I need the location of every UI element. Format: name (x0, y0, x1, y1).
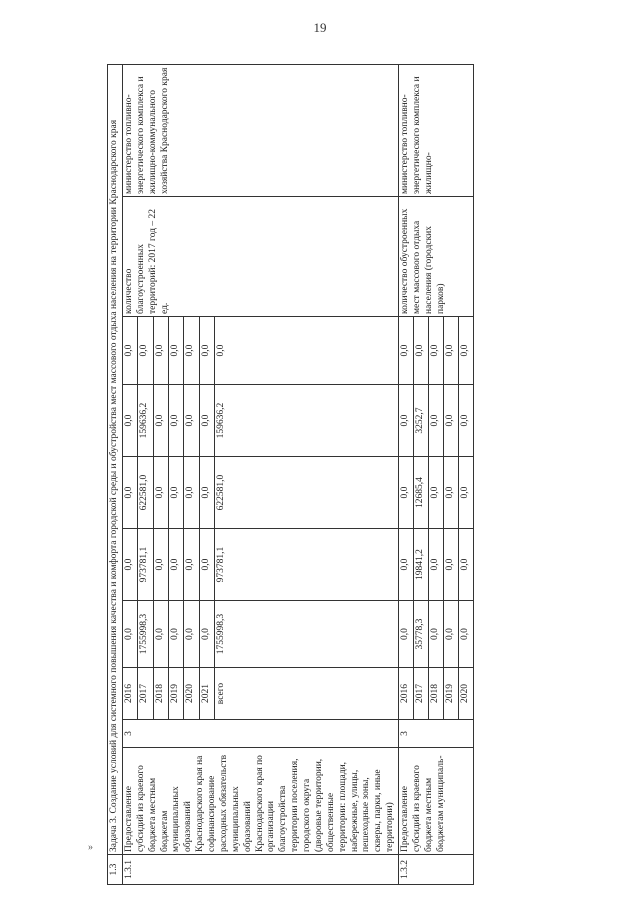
amount-other: 0,0 (184, 317, 199, 385)
amount-local: 3252,7 (414, 385, 429, 457)
amount-regional: 0,0 (184, 457, 199, 529)
amount-federal: 0,0 (169, 529, 184, 601)
measure-status: 3 (122, 720, 398, 748)
amount-local: 159636,2 (138, 385, 153, 457)
amount-federal: 0,0 (184, 529, 199, 601)
amount-federal: 0,0 (399, 529, 414, 601)
year-cell: 2017 (138, 668, 153, 720)
amount-federal: 0,0 (199, 529, 214, 601)
measure-number: 1.3.2 (399, 855, 474, 885)
amount-total: 0,0 (169, 601, 184, 668)
page-number: 19 (313, 20, 327, 35)
year-cell: 2020 (459, 668, 474, 720)
year-cell: 2018 (429, 668, 444, 720)
year-cell: 2016 (122, 668, 137, 720)
amount-local: 0,0 (444, 385, 459, 457)
task-text: Задача 3. Создание условий для системного повышения качества и комфорта городской среды и обустройства мест массового отдыха населения на территории Краснодарского края (108, 64, 123, 854)
amount-local: 0,0 (399, 385, 414, 457)
amount-other: 0,0 (169, 317, 184, 385)
measure-executor: министерство топливно-энергетического комплекса и жилищно- (399, 64, 474, 196)
amount-local: 0,0 (184, 385, 199, 457)
amount-federal: 0,0 (429, 529, 444, 601)
amount-other: 0,0 (199, 317, 214, 385)
amount-total: 35778,3 (414, 601, 429, 668)
amount-regional: 0,0 (444, 457, 459, 529)
amount-total: 0,0 (429, 601, 444, 668)
amount-local: 0,0 (122, 385, 137, 457)
year-cell: 2017 (414, 668, 429, 720)
amount-regional: 0,0 (122, 457, 137, 529)
amount-local: 0,0 (153, 385, 168, 457)
task-number: 1.3 (108, 855, 123, 885)
amount-total: 0,0 (153, 601, 168, 668)
year-cell: 2020 (184, 668, 199, 720)
amount-regional: 12685,4 (414, 457, 429, 529)
amount-federal: 0,0 (459, 529, 474, 601)
amount-federal: 973781,1 (138, 529, 153, 601)
amount-other: 0,0 (459, 317, 474, 385)
measure-result: количество обустроенных мест массового отдыха населения (городских парков) (399, 197, 474, 317)
amount-local: 0,0 (459, 385, 474, 457)
year-cell: 2019 (444, 668, 459, 720)
measure-status: 3 (399, 720, 474, 748)
program-measures-table (107, 64, 474, 885)
year-cell: 2018 (153, 668, 168, 720)
amount-total: 1755998,3 (138, 601, 153, 668)
task-row (108, 64, 123, 884)
amount-local: 159636,2 (215, 385, 399, 457)
amount-regional: 622581,0 (215, 457, 399, 529)
amount-total: 0,0 (122, 601, 137, 668)
amount-federal: 973781,1 (215, 529, 399, 601)
amount-federal: 0,0 (444, 529, 459, 601)
amount-local: 0,0 (429, 385, 444, 457)
measure-description: Предоставление субсидий из краевого бюджета местным бюджетам муниципаль- (399, 748, 474, 855)
amount-total: 0,0 (199, 601, 214, 668)
amount-regional: 0,0 (399, 457, 414, 529)
amount-total: 0,0 (459, 601, 474, 668)
amount-total: 1755998,3 (215, 601, 399, 668)
amount-regional: 0,0 (429, 457, 444, 529)
amount-regional: 0,0 (169, 457, 184, 529)
amount-other: 0,0 (429, 317, 444, 385)
amount-other: 0,0 (215, 317, 399, 385)
measure-result: количество благоустроенных территорий: 2017 год – 22 ед. (122, 197, 398, 317)
year-cell: 2016 (399, 668, 414, 720)
table-row (122, 64, 137, 884)
amount-other: 0,0 (122, 317, 137, 385)
measure-executor: министерство топливно-энергетического комплекса и жилищно-коммунального хозяйства Краснодарского края (122, 64, 398, 196)
amount-local: 0,0 (199, 385, 214, 457)
measure-description: Предоставление субсидий из краевого бюджета местным бюджетам муниципальных образований Краснодарского края на софинансирование расходных обязательств муниципальных образований Краснодарского края по организации благоустройства территории поселения, городского округа (дворовые территории, общественные территории: площади, набережные, улицы, пешеходные зоны, скверы, парки, иные территории) (122, 748, 398, 855)
year-cell: 2019 (169, 668, 184, 720)
amount-other: 0,0 (399, 317, 414, 385)
amount-federal: 0,0 (122, 529, 137, 601)
amount-regional: 0,0 (153, 457, 168, 529)
year-cell-total: всего (215, 668, 399, 720)
year-cell: 2021 (199, 668, 214, 720)
amount-total: 0,0 (184, 601, 199, 668)
amount-other: 0,0 (444, 317, 459, 385)
amount-other: 0,0 (153, 317, 168, 385)
amount-other: 0,0 (138, 317, 153, 385)
measure-number: 1.3.1 (122, 855, 398, 885)
amount-regional: 622581,0 (138, 457, 153, 529)
stray-mark: » (88, 842, 93, 853)
amount-regional: 0,0 (459, 457, 474, 529)
amount-regional: 0,0 (199, 457, 214, 529)
amount-other: 0,0 (414, 317, 429, 385)
rotated-table-sheet (107, 65, 543, 885)
amount-federal: 19841,2 (414, 529, 429, 601)
table-row (399, 64, 414, 884)
amount-local: 0,0 (169, 385, 184, 457)
amount-total: 0,0 (444, 601, 459, 668)
amount-federal: 0,0 (153, 529, 168, 601)
amount-total: 0,0 (399, 601, 414, 668)
